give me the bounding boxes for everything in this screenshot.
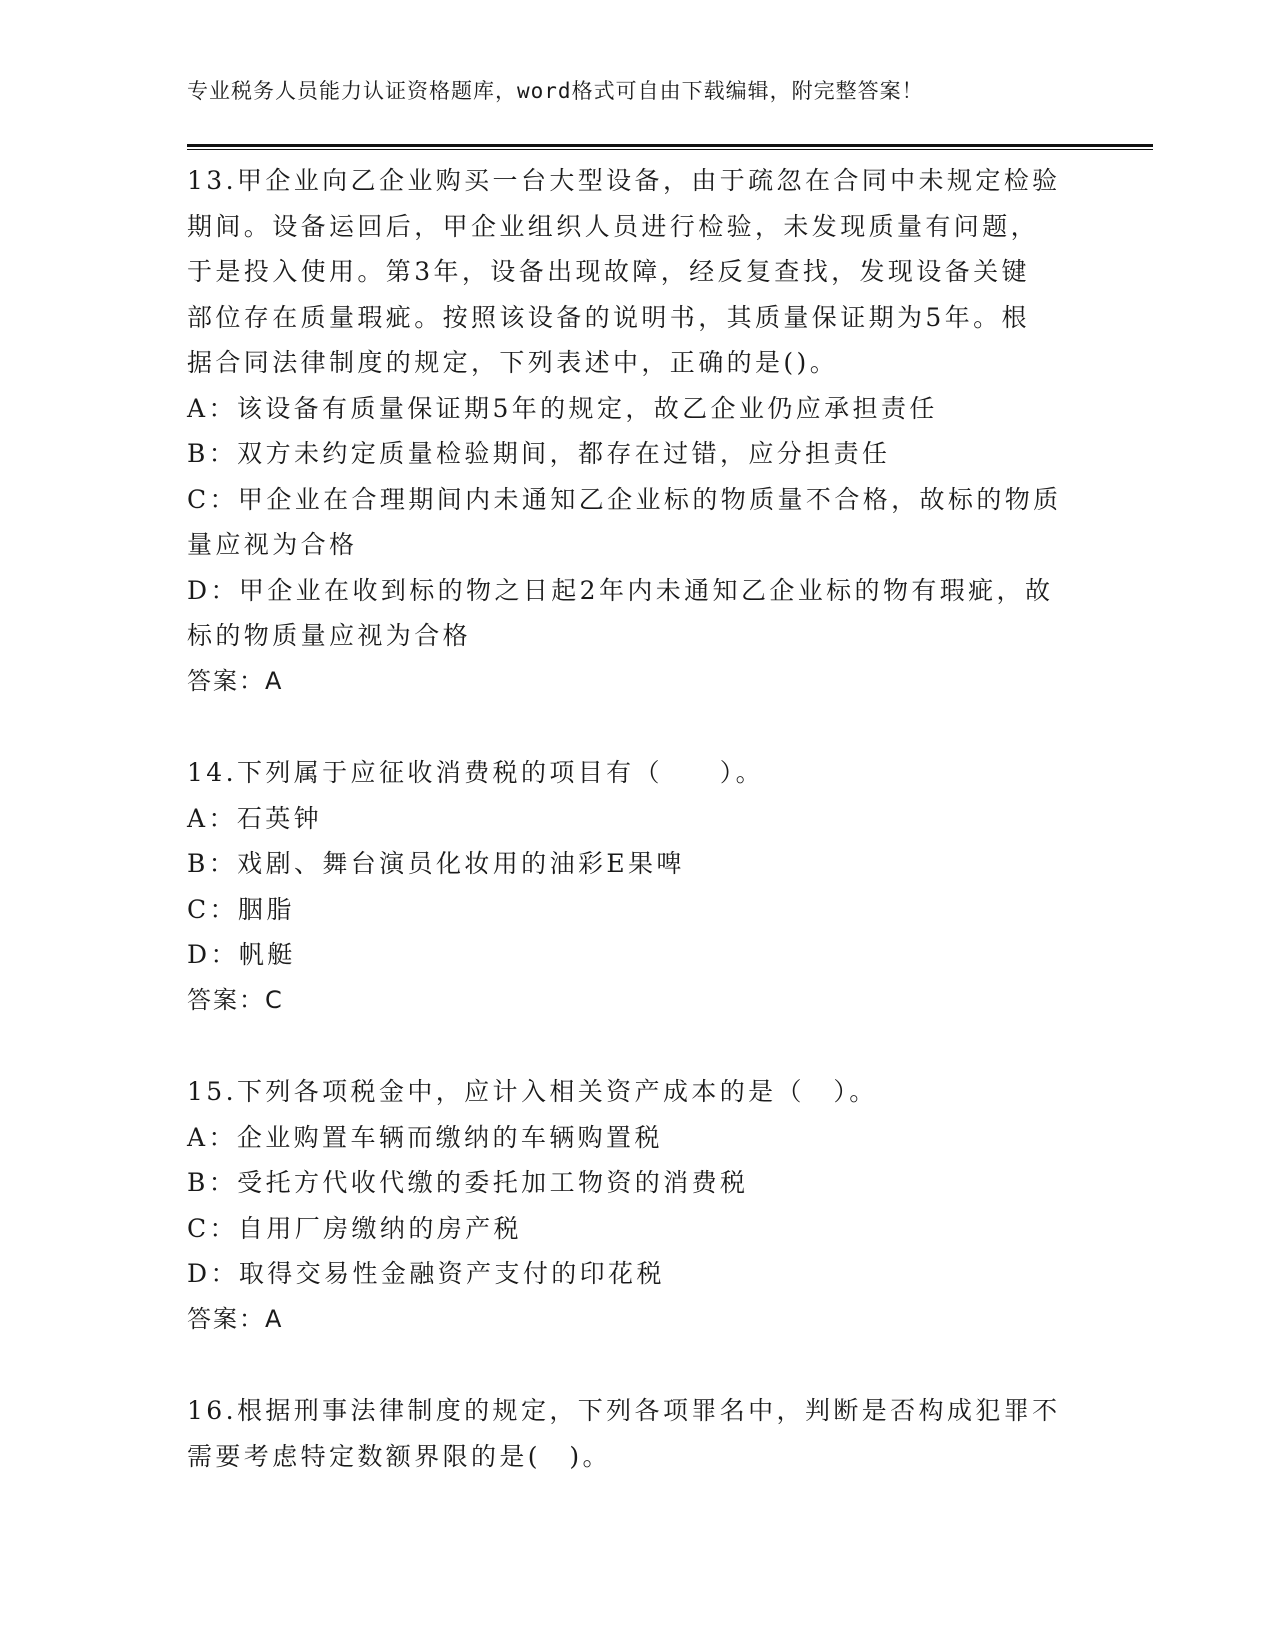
answer: 答案：A [187,1304,284,1333]
question-15 [187,1069,1087,1342]
option-d: D：帆艇 [187,940,296,969]
header-rule-thin [187,149,1153,150]
option-b: B：受托方代收代缴的委托加工物资的消费税 [187,1168,749,1197]
question-stem-line: 14.下列属于应征收消费税的项目有（ ）。 [187,758,765,787]
option-c: C：甲企业在合理期间内未通知乙企业标的物质量不合格，故标的物质 [187,484,1062,514]
question-list [187,158,1087,1479]
question-stem-line: 部位存在质量瑕疵。按照该设备的说明书，其质量保证期为5年。根 [187,302,1030,332]
question-stem-line: 需要考虑特定数额界限的是( )。 [187,1441,611,1471]
option-a: A：企业购置车辆而缴纳的车辆购置税 [187,1122,663,1152]
question-stem-line: 期间。设备运回后，甲企业组织人员进行检验，未发现质量有问题， [187,211,1040,241]
question-stem-line: 13.甲企业向乙企业购买一台大型设备，由于疏忽在合同中未规定检验 [187,166,1061,195]
header-rule-thick [187,144,1153,147]
option-a: A：石英钟 [187,803,323,833]
option-c-continued: 量应视为合格 [187,530,358,559]
page-header: 专业税务人员能力认证资格题库，word格式可自由下载编辑，附完整答案！ [187,79,924,103]
option-d: D：取得交易性金融资产支付的印花税 [187,1259,665,1288]
option-c: C：自用厂房缴纳的房产税 [187,1213,522,1243]
option-d-continued: 标的物质量应视为合格 [187,621,472,650]
question-16 [187,1388,1087,1479]
option-d: D：甲企业在收到标的物之日起2年内未通知乙企业标的物有瑕疵，故 [187,575,1054,605]
question-stem-line: 据合同法律制度的规定，下列表述中，正确的是()。 [187,348,839,377]
answer: 答案：A [187,666,284,695]
option-b: B：双方未约定质量检验期间，都存在过错，应分担责任 [187,439,891,468]
question-14 [187,750,1087,1023]
question-stem-line: 于是投入使用。第3年，设备出现故障，经反复查找，发现设备关键 [187,257,1030,286]
option-b: B：戏剧、舞台演员化妆用的油彩E果啤 [187,849,685,878]
option-c: C：胭脂 [187,894,295,924]
question-13 [187,158,1087,704]
answer: 答案：C [187,985,284,1014]
question-stem-line: 15.下列各项税金中，应计入相关资产成本的是（ ）。 [187,1077,878,1106]
option-a: A：该设备有质量保证期5年的规定，故乙企业仍应承担责任 [187,393,938,423]
question-stem-line: 16.根据刑事法律制度的规定，下列各项罪名中，判断是否构成犯罪不 [187,1396,1061,1425]
